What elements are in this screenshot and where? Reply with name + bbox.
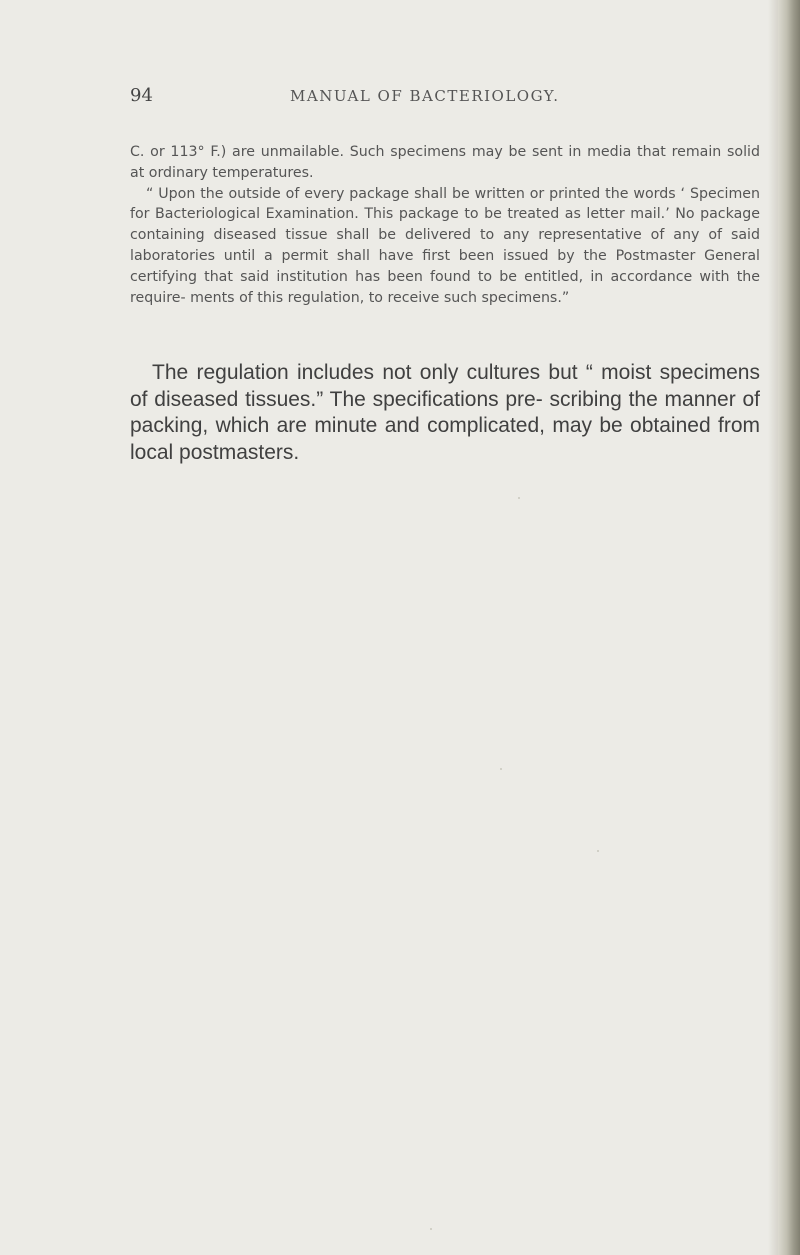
paper-speck (518, 497, 520, 499)
body-paragraph-1: The regulation includes not only cultures but “ moist specimens of diseased tissues.” The specifications pre- scribing the manner of packing, which are minute and complicated, may be obtained from local postmasters. (130, 361, 760, 464)
small-paragraph-2: “ Upon the outside of every package shall be written or printed the words ‘ Specimen for Bacteriological Examination. This package to be treated as letter mail.’ No package containing diseased tissue shall be delivered to any representative of any of said laboratories until a permit shall have first been issued by the Postmaster General certifying that said institution has been found to be entitled, in accordance with the require- ments of this regulation, to receive such specimens.” (130, 185, 760, 306)
running-head: MANUAL OF BACTERIOLOGY. (290, 87, 560, 105)
page-number: 94 (130, 85, 153, 106)
paper-speck (430, 1228, 432, 1230)
page-edge (778, 0, 800, 1255)
paper-speck (500, 768, 502, 770)
page-header (130, 85, 770, 113)
small-paragraph-1: C. or 113° F.) are unmailable. Such specimens may be sent in media that remain solid at ordinary temperatures. (130, 144, 760, 181)
page-gutter-shadow (768, 0, 778, 1255)
paper-speck (597, 850, 599, 852)
quoted-regulation-text (130, 142, 760, 308)
main-body-text (130, 360, 760, 466)
